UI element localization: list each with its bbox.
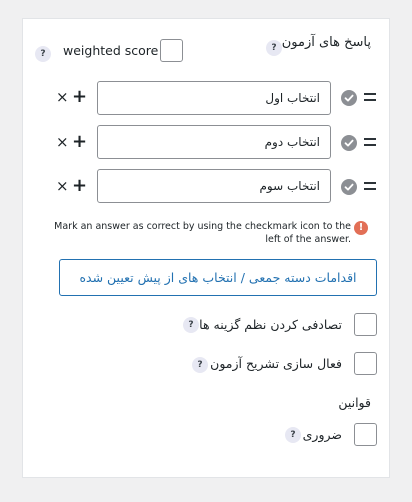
remove-answer-button[interactable]: × (56, 88, 69, 106)
remove-answer-button[interactable]: × (56, 177, 69, 195)
weighted-score-checkbox[interactable] (160, 39, 183, 62)
drag-handle-icon[interactable] (364, 182, 376, 194)
answer-input[interactable] (97, 169, 331, 203)
quiz-explanation-label: فعال سازی تشریح آزمون (210, 356, 342, 371)
required-label: ضروری (302, 427, 342, 442)
correct-answer-notice: Mark an answer as correct by using the checkmark icon to the left of the answer. (54, 221, 351, 245)
randomize-order-checkbox[interactable] (354, 313, 377, 336)
correct-answer-check-icon[interactable] (341, 90, 357, 106)
correct-answer-check-icon[interactable] (341, 179, 357, 195)
warning-icon: ! (354, 221, 368, 235)
weighted-score-label: weighted score (63, 43, 159, 58)
answer-input[interactable] (97, 125, 331, 159)
answers-section-title: پاسخ های آزمون (281, 35, 371, 50)
bulk-actions-button[interactable]: اقدامات دسته جمعی / انتخاب های از پیش تعیین شده (59, 259, 377, 296)
answer-input[interactable] (97, 81, 331, 115)
drag-handle-icon[interactable] (364, 138, 376, 150)
randomize-order-label: تصادفی کردن نظم گزینه ها (199, 317, 342, 332)
rules-title: قوانین (338, 395, 371, 410)
required-help-icon[interactable]: ? (285, 427, 301, 443)
weighted-score-help-icon[interactable]: ? (35, 46, 51, 62)
correct-answer-check-icon[interactable] (341, 135, 357, 151)
add-answer-button[interactable]: + (72, 131, 88, 152)
quiz-explanation-checkbox[interactable] (354, 352, 377, 375)
add-answer-button[interactable]: + (72, 86, 88, 107)
explanation-help-icon[interactable]: ? (192, 357, 208, 373)
quiz-answers-panel (22, 18, 390, 478)
drag-handle-icon[interactable] (364, 93, 376, 105)
randomize-help-icon[interactable]: ? (183, 317, 199, 333)
remove-answer-button[interactable]: × (56, 133, 69, 151)
required-checkbox[interactable] (354, 423, 377, 446)
add-answer-button[interactable]: + (72, 175, 88, 196)
answers-help-icon[interactable]: ? (266, 40, 282, 56)
